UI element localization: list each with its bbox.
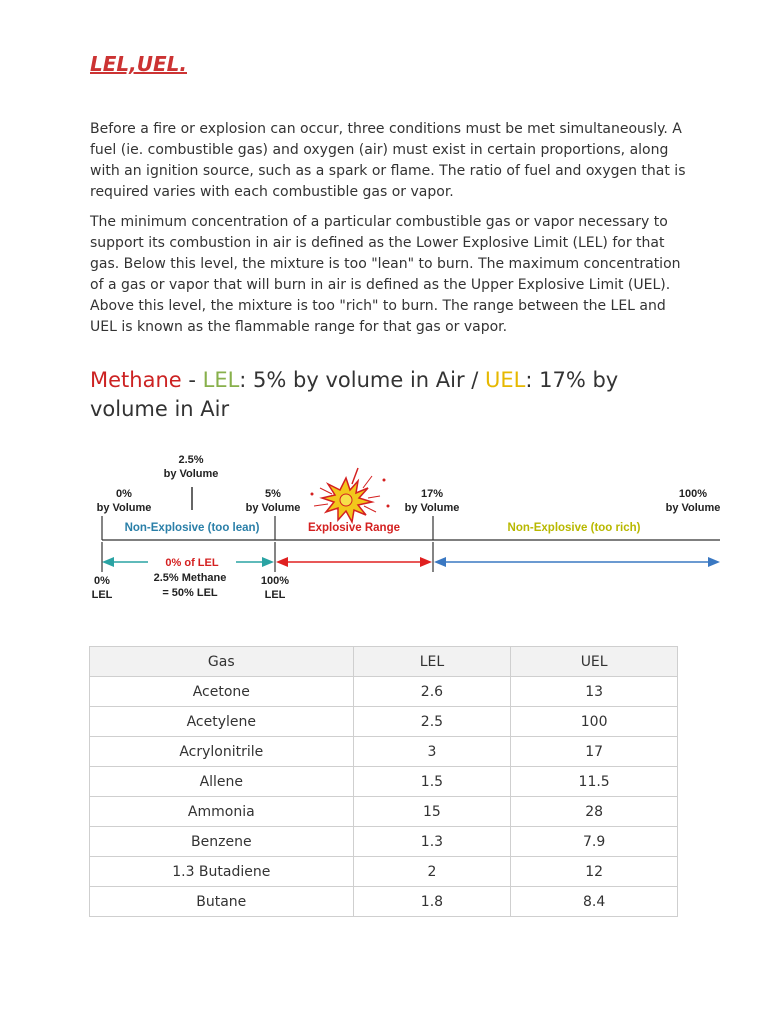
cell-lel: 2.6 [353, 677, 511, 707]
table-row [90, 677, 678, 707]
lel-arrow-label: 0% of LEL [165, 557, 219, 569]
table-header-row [90, 647, 678, 677]
methane-uel-text: : 17% by volume in Air [90, 368, 619, 421]
table-row [90, 797, 678, 827]
cell-gas: 1.3 Butadiene [90, 857, 354, 887]
page-title: LEL,UEL. [90, 52, 187, 76]
cell-gas: Benzene [90, 827, 354, 857]
cell-gas: Acetone [90, 677, 354, 707]
rich-arrow [434, 557, 720, 567]
cell-lel: 1.8 [353, 887, 511, 917]
marker-100-unit: by Volume [665, 502, 721, 514]
methane-lel-text: : 5% by volume in Air / [239, 368, 486, 392]
methane-label: Methane [90, 368, 182, 392]
cell-uel: 100 [511, 707, 678, 737]
marker-5-unit: by Volume [245, 502, 301, 514]
intro-paragraph: Before a fire or explosion can occur, three conditions must be met simultaneously. A fuel (ie. combustible gas) and oxygen (air) must exist in certain proportions, along with an ignition source, such as a spark or flame. The ratio of fuel and oxygen that is required varies with each combustible gas or vapor. [90, 121, 686, 200]
marker-0-pct: 0% [116, 488, 132, 500]
cell-lel: 15 [353, 797, 511, 827]
gas-limits-table [89, 646, 678, 917]
header-gas: Gas [90, 647, 354, 677]
methane-separator: - [181, 368, 203, 392]
marker-2-5-unit: by Volume [163, 468, 219, 480]
cell-gas: Ammonia [90, 797, 354, 827]
range-rich-label: Non-Explosive (too rich) [507, 522, 641, 534]
cell-gas: Butane [90, 887, 354, 917]
bottom-mid-line2: = 50% LEL [162, 587, 218, 599]
methane-lel-label: LEL [202, 368, 240, 392]
cell-uel: 28 [511, 797, 678, 827]
methane-uel-label: UEL [485, 368, 526, 392]
marker-17-pct: 17% [420, 488, 444, 500]
cell-uel: 7.9 [511, 827, 678, 857]
methane-heading [90, 366, 690, 424]
table-row [90, 857, 678, 887]
marker-0-unit: by Volume [96, 502, 152, 514]
cell-uel: 11.5 [511, 767, 678, 797]
table-row [90, 737, 678, 767]
bottom-100-pct: 100% [260, 575, 290, 587]
marker-2-5-pct: 2.5% [178, 454, 204, 466]
explosive-arrow [276, 557, 432, 567]
cell-lel: 1.3 [353, 827, 511, 857]
cell-uel: 13 [511, 677, 678, 707]
bottom-0-unit: LEL [91, 589, 113, 601]
range-explosive-label: Explosive Range [307, 522, 401, 534]
marker-17-unit: by Volume [404, 502, 460, 514]
range-lean-label: Non-Explosive (too lean) [124, 522, 260, 534]
cell-gas: Acrylonitrile [90, 737, 354, 767]
cell-uel: 12 [511, 857, 678, 887]
bottom-0-pct: 0% [94, 575, 110, 587]
definition-paragraph: The minimum concentration of a particular combustible gas or vapor necessary to support its combustion in air is defined as the Lower Explosive Limit (LEL) for that gas. Below this level, the mixture is too "lean" to burn. The maximum concentration of a gas or vapor that will burn in air is defined as the Upper Explosive Limit (UEL). Above this level, the mixture is too "rich" to burn. The range between the LEL and UEL is known as the flammable range for that gas or vapor. [90, 214, 681, 335]
table-row [90, 707, 678, 737]
cell-uel: 17 [511, 737, 678, 767]
bottom-100-unit: LEL [264, 589, 286, 601]
table-row [90, 887, 678, 917]
cell-lel: 2.5 [353, 707, 511, 737]
cell-uel: 8.4 [511, 887, 678, 917]
explosion-icon [311, 468, 390, 522]
cell-lel: 2 [353, 857, 511, 887]
explosive-range-diagram [88, 448, 728, 608]
cell-lel: 1.5 [353, 767, 511, 797]
cell-gas: Allene [90, 767, 354, 797]
header-uel: UEL [511, 647, 678, 677]
cell-gas: Acetylene [90, 707, 354, 737]
table-row [90, 827, 678, 857]
bottom-mid-line1: 2.5% Methane [153, 572, 227, 584]
cell-lel: 3 [353, 737, 511, 767]
table-row [90, 767, 678, 797]
marker-100-pct: 100% [678, 488, 708, 500]
header-lel: LEL [353, 647, 511, 677]
marker-5-pct: 5% [265, 488, 281, 500]
